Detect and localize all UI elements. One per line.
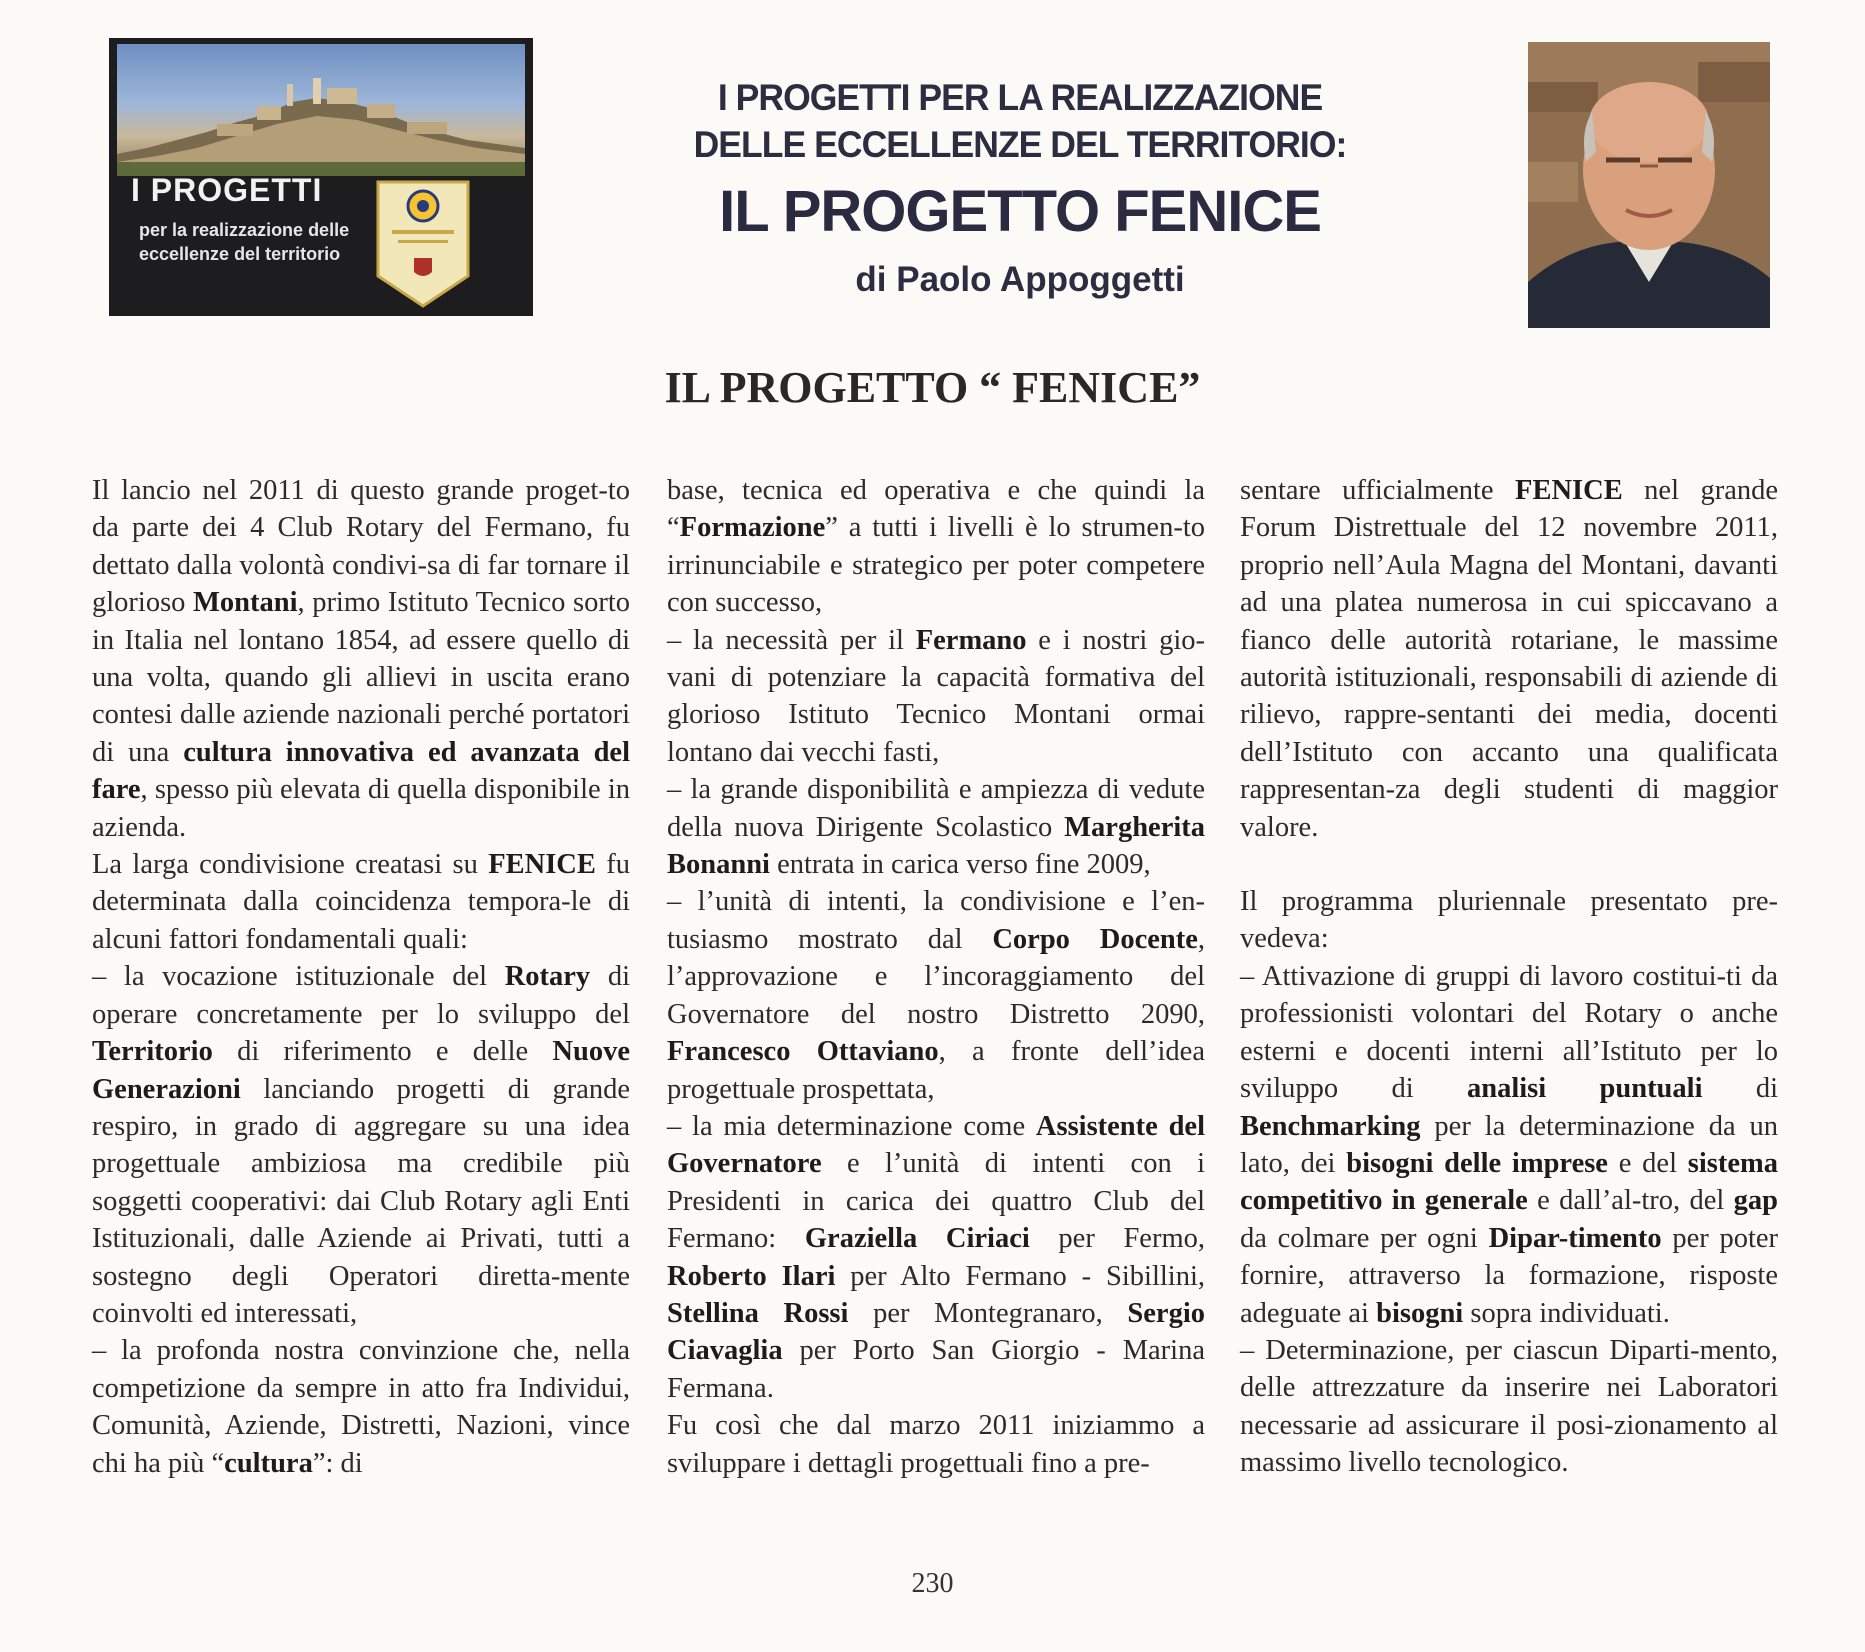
text-run: – la profonda nostra convinzione che, nella competizione da sempre in atto fra Individui, Comunità, Aziende, Distretti, Nazioni, vince chi ha più “ — [92, 1335, 630, 1479]
text-run: sopra individuati. — [1463, 1297, 1670, 1329]
text-run: Il programma pluriennale presentato pre-vedeva: — [1240, 886, 1778, 955]
text-run: , l’approvazione e l’incoraggiamento del Governatore del nostro Distretto 2090, — [667, 923, 1205, 1030]
header-title-line2: DELLE ECCELLENZE DEL TERRITORIO: — [693, 124, 1347, 165]
bold-text: Formazione — [679, 512, 826, 544]
bold-text: Fermano — [915, 624, 1027, 656]
bold-text: sistema competitivo in generale — [1240, 1147, 1779, 1217]
bold-text: analisi puntuali — [1467, 1073, 1703, 1105]
paragraph — [1240, 472, 1778, 846]
text-run: ” a tutti i livelli è lo strumen-to irrinunciabile e strategico per poter competere con successo, — [667, 512, 1205, 619]
text-run: nel grande Forum Distrettuale del 12 novembre 2011, proprio nell’Aula Magna del Montani, davanti ad una platea numerosa in cui spiccavano a fianco delle autorità rotariane, le massime autorità istituzionali, responsabili di aziende di rilievo, rappre-sentanti dei media, docenti dell’Istituto con accanto una qualificata rappresentan-za degli studenti di maggior valore. — [1240, 475, 1778, 843]
paragraph — [667, 1108, 1205, 1407]
text-column-1 — [92, 472, 630, 1482]
text-run: sentare ufficialmente — [1240, 475, 1516, 506]
bold-text: Roberto Ilari — [667, 1260, 836, 1292]
bold-text: Corpo Docente — [992, 923, 1198, 955]
author-portrait — [1528, 42, 1770, 328]
badge-subtitle: per la realizzazione delle eccellenze del territorio — [139, 220, 350, 264]
text-run: per Fermo, — [1029, 1223, 1205, 1255]
paragraph — [1240, 883, 1778, 958]
section-title: IL PROGETTO “ FENICE” — [664, 363, 1201, 412]
header-title-main: IL PROGETTO FENICE — [719, 179, 1321, 244]
text-column-2 — [667, 472, 1205, 1482]
text-column-3 — [1240, 472, 1778, 1482]
bold-text: gap — [1733, 1185, 1778, 1217]
header-author: di Paolo Appoggetti — [855, 260, 1185, 299]
text-run: – Attivazione di gruppi di lavoro costitui-ti da professionisti volontari del Rotary o anche esterni e docenti interni all’Istituto per lo sviluppo di — [1240, 960, 1778, 1105]
page-number: 230 — [911, 1568, 954, 1599]
text-run: di — [1702, 1073, 1778, 1105]
text-run: di operare concretamente per lo sviluppo del — [92, 961, 631, 1030]
text-run: La larga condivisione creatasi su — [92, 849, 489, 881]
text-run: – la necessità per il — [667, 624, 916, 656]
text-run: entrata in carica verso fine 2009, — [769, 849, 1151, 881]
text-run: , primo Istituto Tecnico sorto in Italia nel lontano 1854, ad essere quello di una volta, quando gli allievi in uscita erano contesi dalle aziende nazionali perché portatori di una — [92, 587, 630, 768]
bold-text: Territorio — [92, 1036, 213, 1068]
paragraph-gap — [1240, 846, 1778, 883]
text-run: base, tecnica ed operativa e che quindi la “ — [667, 475, 1205, 544]
bold-text: Rotary — [504, 961, 591, 993]
bold-text: Graziella Ciriaci — [804, 1223, 1030, 1255]
text-run: di riferimento e delle — [212, 1036, 553, 1068]
paragraph — [667, 771, 1205, 883]
text-run: – la mia determinazione come — [667, 1110, 1036, 1142]
paragraph — [667, 883, 1205, 1107]
header-title-line1: I PROGETTI PER LA REALIZZAZIONE — [717, 77, 1323, 118]
bold-text: Benchmarking — [1240, 1110, 1421, 1142]
text-run: da colmare per ogni — [1240, 1222, 1489, 1254]
text-run: – la grande disponibilità e ampiezza di vedute della nuova Dirigente Scolastico — [667, 774, 1205, 843]
bold-text: cultura — [224, 1447, 313, 1479]
rotary-pennant — [376, 180, 470, 308]
text-run: per la determinazione da un lato, dei — [1240, 1110, 1778, 1179]
text-run: per poter fornire, attraverso la formazione, risposte adeguate ai — [1240, 1222, 1779, 1329]
bold-text: Sergio Ciavaglia — [667, 1297, 1205, 1367]
paragraph — [1240, 958, 1778, 1332]
bold-text: Stellina Rossi — [667, 1297, 849, 1329]
text-run: per Montegranaro, — [848, 1297, 1128, 1329]
text-run: per Porto San Giorgio - Marina Fermana. — [667, 1335, 1205, 1404]
text-run: – l’unità di intenti, la condivisione e l’en-tusiasmo mostrato dal — [667, 886, 1205, 955]
text-run: ”: di — [312, 1447, 363, 1479]
text-run: e i nostri gio-vani di potenziare la capacità formativa del glorioso Istituto Tecnico Montani ormai lontano dai vecchi fasti, — [667, 624, 1205, 768]
section-badge — [109, 38, 533, 316]
town-photo — [117, 44, 525, 176]
bold-text: Margherita Bonanni — [667, 811, 1205, 881]
text-run: per Alto Fermano - Sibillini, — [835, 1260, 1205, 1292]
paragraph — [667, 472, 1205, 622]
bold-text: Dipar-timento — [1488, 1222, 1662, 1254]
bold-text: cultura innovativa ed avanzata del fare — [92, 736, 630, 806]
bold-text: Assistente del Governatore — [667, 1110, 1206, 1180]
paragraph — [92, 472, 630, 846]
text-run: lanciando progetti di grande respiro, in grado di aggregare su una idea progettuale ambiziosa ma credibile più soggetti cooperativi: dai Club Rotary agli Enti Istituzionali, dalle Aziende ai Privati, tutti a sostegno degli Operatori diretta-mente coinvolti ed interessati, — [92, 1073, 630, 1329]
bold-text: bisogni delle imprese — [1346, 1147, 1608, 1179]
bold-text: Nuove Generazioni — [92, 1036, 630, 1105]
text-run: fu determinata dalla coincidenza tempora-le di alcuni fattori fondamentali quali: — [92, 849, 630, 955]
text-run: e dall’al-tro, del — [1527, 1185, 1734, 1217]
text-run: e l’unità di intenti con i Presidenti in carica dei quattro Club del Fermano: — [667, 1148, 1205, 1255]
text-run: , a fronte dell’idea progettuale prospettata, — [667, 1036, 1205, 1105]
text-run: , spesso più elevata di quella disponibile in azienda. — [92, 774, 630, 843]
bold-text: Montani — [192, 587, 298, 619]
paragraph — [92, 1332, 630, 1482]
badge-title: I PROGETTI — [131, 172, 323, 208]
text-run: Il lancio nel 2011 di questo grande proget-to da parte dei 4 Club Rotary del Fermano, fu dettato dalla volontà condivi-sa di far tornare il glorioso — [92, 475, 630, 619]
text-run: – Determinazione, per ciascun Diparti-mento, delle attrezzature da inserire nei Laboratori necessarie ad assicurare il posi-zionamento al massimo livello tecnologico. — [1240, 1334, 1778, 1479]
text-run: – la vocazione istituzionale del — [92, 961, 505, 993]
bold-text: Francesco Ottaviano — [667, 1036, 939, 1068]
bold-text: FENICE — [1515, 475, 1623, 506]
paragraph — [92, 958, 630, 1332]
bold-text: bisogni — [1376, 1297, 1464, 1329]
bold-text: FENICE — [488, 849, 596, 881]
paragraph — [667, 1407, 1205, 1482]
paragraph — [1240, 1332, 1778, 1482]
text-run: e del — [1607, 1147, 1688, 1179]
paragraph — [667, 622, 1205, 772]
paragraph — [92, 846, 630, 958]
text-run: Fu così che dal marzo 2011 iniziammo a sviluppare i dettagli progettuali fino a pre- — [667, 1410, 1205, 1479]
